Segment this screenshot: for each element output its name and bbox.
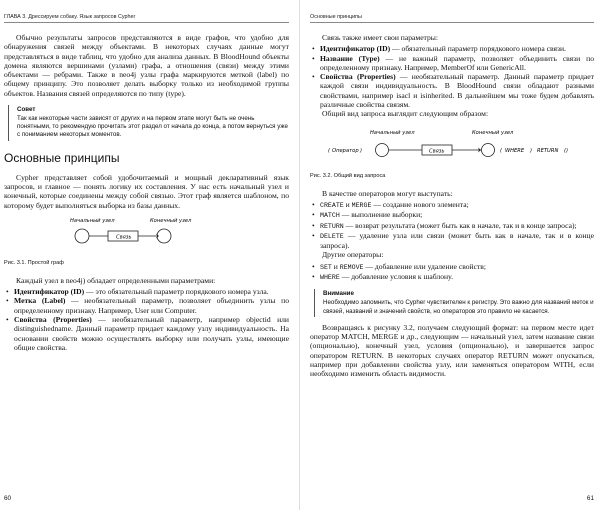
fig2-start-label: Начальный узел — [370, 129, 415, 136]
op-code: MATCH — [320, 212, 340, 220]
bullet-term: Метка (Label) — [14, 296, 66, 306]
attention-title: Внимание — [323, 290, 354, 298]
bullet-text: — это обязательный параметр порядкового номера узла. — [84, 287, 269, 297]
fig2-op-open: ( — [328, 147, 331, 154]
other-operators-intro: Другие операторы: — [322, 250, 384, 260]
list-item — [320, 200, 594, 210]
operators-list — [310, 200, 594, 250]
list-item — [14, 296, 289, 315]
relation-params-list — [310, 44, 594, 109]
list-item — [320, 72, 594, 109]
closing-paragraph: Возвращаясь к рисунку 3.2, получаем следующий формат: на первом месте идет оператор MATCH, MERGE и др., следующим — начальный узел, затем название связи (опционально), конечный узел, условия (опционально), и завершается запрос оператором RETURN. В некоторых случаях оператор RETURN может опускаться, например при добавлении свойства узлу, или заменяться оператором WITH, если необходимо изменить область видимости. — [310, 322, 594, 379]
principles-paragraph: Cypher представляет собой удобочитаемый и мощный декларативный язык запросов, и главное — понять логику их составления. У нас есть начальный узел и конечный, которые соединены между собой связью. Этот граф является шаблоном, по которому будет выполняться выборка из базы данных. — [4, 172, 289, 210]
fig2-start-node — [376, 143, 389, 156]
bullet-text: — необязательный параметр, например objectid или distinguishedname. Данный параметр придает каждому узлу индивидуальность. На основании свойств можно осуществлять выборку или получать узлы, имеющие общие свойства. — [14, 315, 289, 352]
node-params-list — [4, 287, 289, 352]
bullet-term: Идентификатор (ID) — [14, 287, 85, 297]
op-text: — выполнение выборки; — [339, 210, 423, 220]
list-item — [14, 287, 289, 296]
fig2-rel-label: Связь — [429, 148, 445, 155]
op-code: SET — [320, 263, 332, 271]
query-form-intro: Общий вид запроса выглядит следующим образом: — [322, 109, 489, 119]
fig2-end-node — [482, 143, 495, 156]
op-text: — возврат результата (может быть как в начале, так и в конце запроса); — [343, 220, 577, 230]
other-operators-list — [310, 262, 594, 283]
fig1-start-label: Начальный узел — [70, 217, 115, 224]
operators-intro: В качестве операторов могут выступать: — [322, 188, 453, 198]
bullet-text: — не важный параметр, позволяет объединить связи по определенному признаку. Например, MemberOf или GenericAll. — [320, 53, 594, 72]
fig2-where-label: WHERE — [505, 147, 525, 154]
fig2-op-close: ) — [360, 147, 363, 154]
list-item — [320, 231, 594, 251]
bullet-term: Свойства (Properties) — [14, 315, 92, 325]
fig1-end-node — [157, 229, 171, 243]
figure-simple-graph — [4, 212, 289, 256]
bullet-term: Название (Type) — [320, 53, 380, 63]
op-code: RETURN — [320, 222, 344, 230]
tip-box — [8, 105, 289, 141]
bullet-text: — необязательный параметр. Данный параметр придает каждой связи индивидуальность. В BloodHound связи обладают разными свойствами, например isacl и isinherited. В дальнейшем мы тоже будем добавлять различные свойства связям. — [320, 72, 594, 110]
fig2-clause-open: ( — [500, 147, 503, 154]
fig1-end-label: Конечный узел — [150, 217, 192, 224]
attention-box — [314, 289, 594, 316]
tip-title: Совет — [17, 106, 36, 114]
simple-graph-diagram — [4, 212, 290, 256]
op-text: — создание нового элемента; — [371, 199, 469, 209]
list-item — [320, 221, 594, 231]
page-number-left: 60 — [4, 495, 12, 502]
figure-query-form — [310, 121, 594, 169]
fig2-clause-close: () — [564, 147, 569, 154]
bullet-text: — обязательный параметр порядкового номера связи. — [390, 44, 566, 54]
op-code: CREATE — [320, 201, 344, 209]
running-header-left: ГЛАВА 3. Дрессируем собаку. Язык запросов Cypher — [4, 14, 289, 23]
fig1-rel-label: Связь — [116, 234, 132, 241]
query-form-diagram — [310, 121, 594, 169]
op-text: — добавление условия к шаблону. — [339, 272, 453, 282]
op-mid: и — [331, 261, 340, 271]
fig1-start-node — [75, 229, 89, 243]
op-text: — удаление узла или связи (может быть как в начале, так и в конце запроса). — [320, 230, 594, 251]
list-item — [320, 210, 594, 220]
list-item — [320, 44, 594, 53]
list-item — [320, 262, 594, 272]
relation-params-intro: Связь также имеет свои параметры: — [322, 33, 438, 42]
fig2-return-label: RETURN — [537, 147, 559, 154]
fig2-clause-sep: ) — [530, 147, 533, 154]
intro-paragraph: Обычно результаты запросов представляются в виде графов, что удобно для обнаружения связей между объектами. В некоторых случаях данные могут представляться в виде таблиц, что удобно для анализа данных. В BloodHound объекты домена являются вершинами (узлами) графа, а отношения (связи) между этими объектами — ребрами. Также в neo4j узлы графа маркируются меткой (label) по общему принципу. Это позволяет делать выборку только из необходимой группы объектов. Названия связей определяются по типу (type). — [4, 33, 289, 98]
fig2-end-label: Конечный узел — [472, 129, 514, 136]
list-item — [320, 54, 594, 73]
op-code: MERGE — [351, 201, 372, 209]
bullet-term: Свойства (Properties) — [320, 72, 396, 82]
op-code: WHERE — [320, 274, 340, 282]
node-params-intro: Каждый узел в neo4j) обладает определенными параметрами: — [16, 275, 216, 285]
list-item — [320, 272, 594, 282]
right-page — [300, 0, 600, 510]
section-title: Основные принципы — [4, 150, 120, 165]
list-item — [14, 315, 289, 352]
bullet-text: — необязательный параметр, позволяет объединить узлы по определенному признаку. Например, User или Computer. — [14, 296, 289, 315]
op-code: DELETE — [320, 232, 344, 240]
fig1-caption: Рис. 3.1. Простой граф — [4, 259, 64, 266]
bullet-term: Идентификатор (ID) — [320, 44, 391, 54]
attention-body: Необходимо запомнить, что Cypher чувствителен к регистру. Это важно для названий меток и связей, названий и значений свойств, но операторов это правило не касается. — [323, 299, 594, 315]
running-header-right: Основные принципы — [310, 14, 594, 23]
fig2-op-label: Оператор — [332, 147, 359, 154]
op-mid: и — [343, 199, 352, 209]
fig2-caption: Рис. 3.2. Общий вид запроса — [310, 172, 386, 179]
op-text: — добавление или удаление свойств; — [363, 261, 486, 271]
tip-body: Так как некоторые части зависят от других и на первом этапе могут быть не очень понятными, то рекомендую прочитать этот раздел от начала до конца, а потом вернуться уже с пониманием некоторых моментов. — [17, 115, 288, 139]
op-code: REMOVE — [339, 263, 364, 271]
page-number-right: 61 — [586, 495, 594, 502]
